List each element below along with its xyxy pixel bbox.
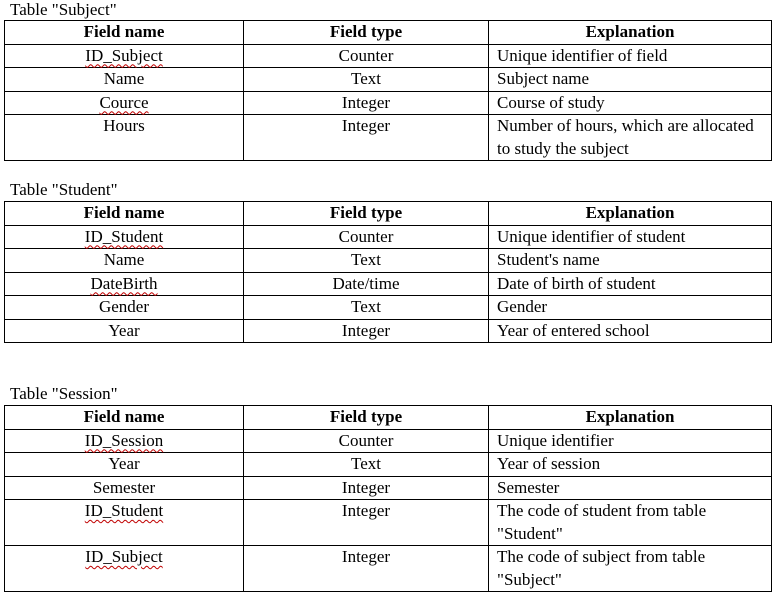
explanation-cell: The code of subject from table "Subject" <box>489 546 772 592</box>
header-field-type: Field type <box>244 21 489 45</box>
table-row <box>5 91 772 115</box>
field-name: ID_Student <box>84 226 164 246</box>
field-name-cell <box>5 319 244 343</box>
field-name-cell <box>5 453 244 477</box>
field-name-cell <box>5 249 244 273</box>
table-row <box>5 44 772 68</box>
field-name-cell <box>5 296 244 320</box>
field-name: Name <box>103 69 145 88</box>
field-type-cell: Integer <box>244 476 489 500</box>
field-name: ID_Subject <box>85 45 163 65</box>
explanation-cell: Date of birth of student <box>489 272 772 296</box>
table-row <box>5 546 772 592</box>
field-name-cell <box>5 225 244 249</box>
field-type-cell: Text <box>244 249 489 273</box>
field-type-cell: Text <box>244 68 489 92</box>
field-name-cell <box>5 429 244 453</box>
table-session <box>4 405 772 592</box>
field-name: Gender <box>98 297 150 316</box>
session-table <box>4 405 772 592</box>
header-row <box>5 21 772 45</box>
table-row <box>5 272 772 296</box>
field-name-cell <box>5 500 244 546</box>
table-row <box>5 429 772 453</box>
field-type-cell: Integer <box>244 91 489 115</box>
field-type-cell: Text <box>244 296 489 320</box>
table-subject <box>4 20 772 161</box>
explanation-cell: Course of study <box>489 91 772 115</box>
field-type-cell: Integer <box>244 319 489 343</box>
field-name-cell <box>5 115 244 161</box>
header-row <box>5 406 772 430</box>
field-type-cell: Counter <box>244 429 489 453</box>
header-row <box>5 202 772 226</box>
table-caption-subject: Table "Subject" <box>10 0 117 19</box>
header-explanation: Explanation <box>489 406 772 430</box>
field-type-cell: Counter <box>244 225 489 249</box>
header-field-type: Field type <box>244 202 489 226</box>
field-name: ID_Student <box>84 501 164 520</box>
header-explanation: Explanation <box>489 21 772 45</box>
table-row <box>5 319 772 343</box>
table-row <box>5 453 772 477</box>
field-name-cell <box>5 91 244 115</box>
header-field-name: Field name <box>5 202 244 226</box>
explanation-cell: Unique identifier <box>489 429 772 453</box>
field-name-cell <box>5 546 244 592</box>
table-row <box>5 249 772 273</box>
explanation-cell: Student's name <box>489 249 772 273</box>
header-field-type: Field type <box>244 406 489 430</box>
field-name-cell <box>5 272 244 296</box>
explanation-cell: Semester <box>489 476 772 500</box>
field-name: ID_Subject <box>85 547 163 566</box>
header-field-name: Field name <box>5 21 244 45</box>
student-table <box>4 201 772 343</box>
field-type-cell: Date/time <box>244 272 489 296</box>
field-name-cell <box>5 44 244 68</box>
table-caption-session: Table "Session" <box>10 384 118 403</box>
field-name: Cource <box>99 92 149 112</box>
field-type-cell: Counter <box>244 44 489 68</box>
field-name-cell <box>5 476 244 500</box>
explanation-cell: Year of session <box>489 453 772 477</box>
field-name: Year <box>108 320 140 340</box>
field-name: Name <box>103 250 145 269</box>
field-name: DateBirth <box>90 273 158 293</box>
field-type-cell: Integer <box>244 500 489 546</box>
field-name: Year <box>108 454 140 473</box>
subject-table <box>4 20 772 161</box>
table-caption-student: Table "Student" <box>10 180 118 199</box>
table-row <box>5 500 772 546</box>
field-name: ID_Session <box>84 430 164 450</box>
field-name-cell <box>5 68 244 92</box>
explanation-cell: Year of entered school <box>489 319 772 343</box>
table-student <box>4 201 772 343</box>
table-row <box>5 476 772 500</box>
explanation-cell: Subject name <box>489 68 772 92</box>
table-row <box>5 225 772 249</box>
field-name: Hours <box>103 116 145 135</box>
field-type-cell: Text <box>244 453 489 477</box>
table-row <box>5 115 772 161</box>
explanation-cell: Number of hours, which are allocated to study the subject <box>489 115 772 161</box>
table-row <box>5 68 772 92</box>
explanation-cell: Gender <box>489 296 772 320</box>
header-explanation: Explanation <box>489 202 772 226</box>
field-type-cell: Integer <box>244 115 489 161</box>
explanation-cell: Unique identifier of student <box>489 225 772 249</box>
header-field-name: Field name <box>5 406 244 430</box>
table-row <box>5 296 772 320</box>
field-type-cell: Integer <box>244 546 489 592</box>
explanation-cell: The code of student from table "Student" <box>489 500 772 546</box>
field-name: Semester <box>92 477 156 497</box>
explanation-cell: Unique identifier of field <box>489 44 772 68</box>
